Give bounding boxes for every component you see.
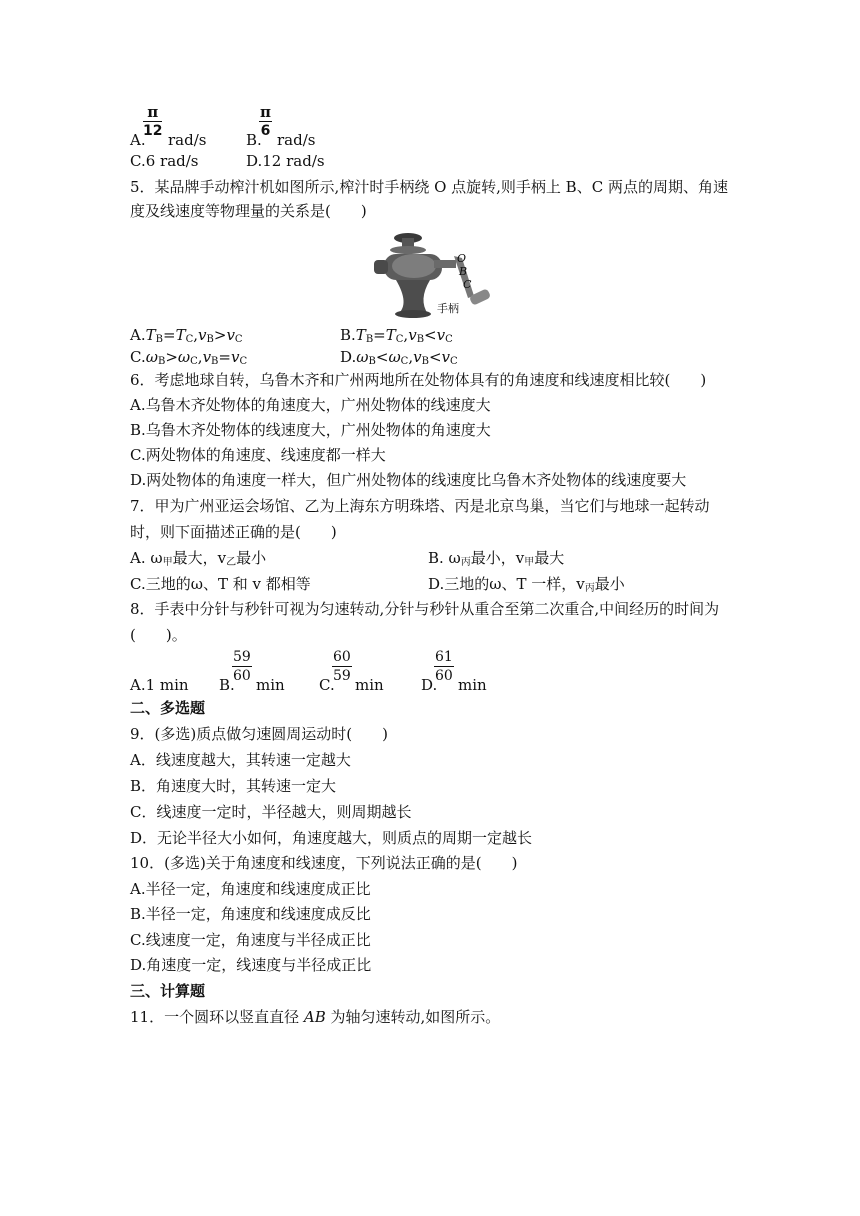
q5-option-c: $C.\omega_B>\omega_C,v_B=v_C$ — [130, 348, 248, 367]
q6-option-b: B.乌鲁木齐处物体的线速度大，广州处物体的角速度大 — [130, 421, 491, 439]
q4-option-c: C.6 rad/s — [130, 152, 199, 170]
q10-stem: 10．(多选)关于角速度和线速度，下列说法正确的是( ) — [130, 854, 518, 872]
q6-stem: 6．考虑地球自转，乌鲁木齐和广州两地所在处物体具有的角速度和线速度相比较( ) — [130, 371, 707, 389]
q8-option-b-unit: min — [256, 676, 285, 694]
q8-option-c-prefix: C. — [319, 676, 335, 694]
q7-option-a: A. $\omega_甲$最大，$v_乙$最小 — [130, 549, 267, 568]
q6-option-c: C.两处物体的角速度、线速度都一样大 — [130, 446, 386, 464]
q5-stem-line2: 度及线速度等物理量的关系是( ) — [130, 202, 367, 220]
q5-option-b: $B.T_B=T_C,v_B<v_C$ — [340, 326, 453, 345]
q7-stem-line2: 时，则下面描述正确的是( ) — [130, 523, 337, 541]
q5-stem-line1: 5．某品牌手动榨汁机如图所示,榨汁时手柄绕 O 点旋转,则手柄上 B、C 两点的周期、角速 — [130, 178, 728, 196]
q4-option-a-prefix: A. — [130, 131, 146, 149]
q8-option-b-prefix: B. — [219, 676, 235, 694]
q8-stem-line1: 8．手表中分针与秒针可视为匀速转动,分针与秒针从重合至第二次重合,中间经历的时间为 — [130, 600, 720, 618]
q9-option-b: B．角速度大时，其转速一定大 — [130, 777, 337, 795]
q8-stem-line2: ( )。 — [130, 626, 187, 644]
figure-label-handle: 手柄 — [437, 302, 459, 315]
q10-option-a: A.半径一定，角速度和线速度成正比 — [130, 880, 371, 898]
q8-option-d-fraction: $\frac{61}{60}$ — [435, 649, 453, 684]
q7-option-c: C.三地的ω、T 和 v 都相等 — [130, 575, 311, 593]
q4-option-a-fraction: $\frac{\pi}{12}$ — [143, 103, 163, 139]
q4-option-d: D.12 rad/s — [246, 152, 325, 170]
q8-option-d-unit: min — [458, 676, 487, 694]
figure-label-c: C — [463, 278, 472, 291]
q5-option-d: $D.\omega_B<\omega_C,v_B<v_C$ — [340, 348, 458, 367]
q8-option-c-unit: min — [355, 676, 384, 694]
q9-stem: 9．(多选)质点做匀速圆周运动时( ) — [130, 725, 388, 743]
q7-option-b: B. $\omega_丙$最小，$v_甲$最大 — [428, 549, 565, 568]
q8-option-b-fraction: $\frac{59}{60}$ — [233, 649, 251, 684]
figure-label-o: O — [457, 252, 467, 265]
figure-label-b: B — [459, 265, 468, 278]
q10-option-b: B.半径一定，角速度和线速度成反比 — [130, 905, 371, 923]
section-heading-multiple-choice: 二、多选题 — [130, 699, 206, 717]
q7-stem-line1: 7．甲为广州亚运会场馆、乙为上海东方明珠塔、丙是北京鸟巢，当它们与地球一起转动 — [130, 497, 710, 515]
q4-option-b-prefix: B. — [246, 131, 262, 149]
q9-option-a: A．线速度越大，其转速一定越大 — [130, 751, 351, 769]
q7-option-d: D.三地的ω、T 一样，$v_丙$最小 — [428, 575, 625, 594]
q9-option-c: C．线速度一定时，半径越大，则周期越长 — [130, 803, 412, 821]
q4-option-a-unit: rad/s — [168, 131, 207, 149]
q6-option-a: A.乌鲁木齐处物体的角速度大，广州处物体的线速度大 — [130, 396, 491, 414]
q8-option-d-prefix: D. — [421, 676, 438, 694]
q8-option-c-fraction: $\frac{60}{59}$ — [333, 649, 351, 684]
q11-stem: 11．一个圆环以竖直直径 AB 为轴匀速转动,如图所示。 — [130, 1008, 501, 1026]
q4-option-b-fraction: $\frac{\pi}{6}$ — [260, 103, 271, 139]
section-heading-calculation: 三、计算题 — [130, 982, 206, 1000]
q10-option-c: C.线速度一定，角速度与半径成正比 — [130, 931, 371, 949]
q4-option-b-unit: rad/s — [277, 131, 316, 149]
q8-option-a: A.1 min — [130, 676, 189, 694]
q9-option-d: D．无论半径大小如何，角速度越大，则质点的周期一定越长 — [130, 829, 533, 847]
juicer-figure — [374, 226, 490, 322]
q10-option-d: D.角速度一定，线速度与半径成正比 — [130, 956, 372, 974]
q6-option-d: D.两处物体的角速度一样大，但广州处物体的线速度比乌鲁木齐处物体的线速度要大 — [130, 471, 687, 489]
q5-option-a: $A.T_B=T_C,v_B>v_C$ — [130, 326, 243, 345]
